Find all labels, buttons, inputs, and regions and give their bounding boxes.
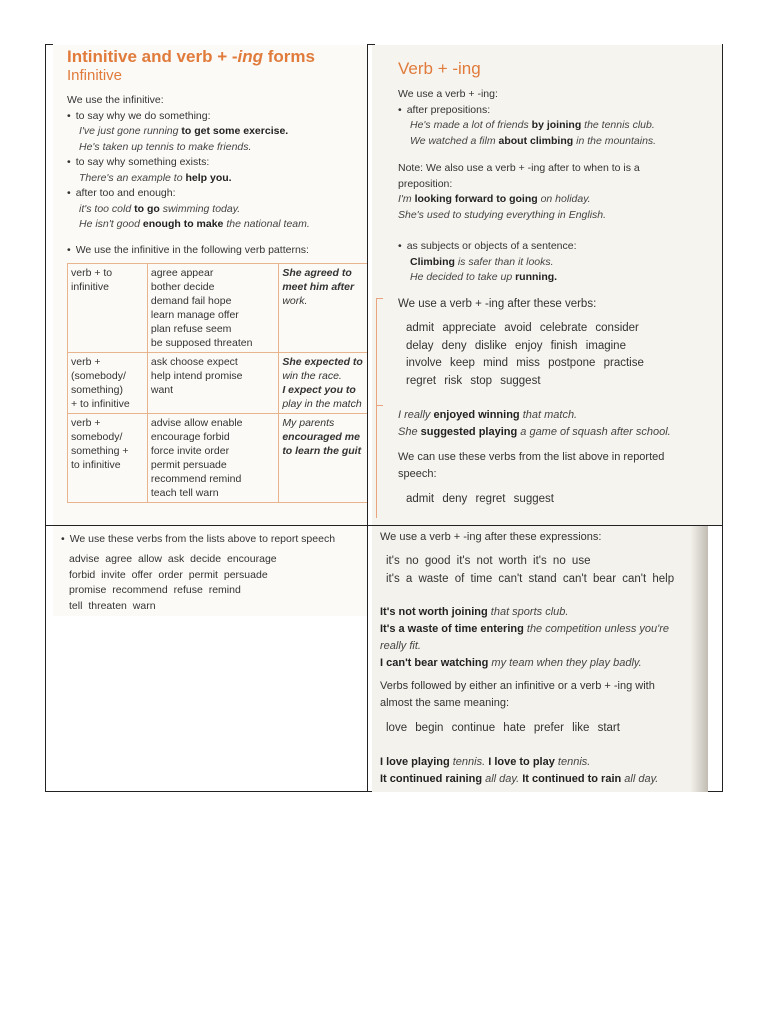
example-line: She suggested playing a game of squash after school. — [398, 426, 671, 438]
note-text: Note: We also use a verb + -ing after to when to is a — [398, 162, 640, 174]
either-form-block — [380, 678, 655, 712]
intro-text: We use a verb + -ing: — [398, 88, 498, 100]
verb-ing-rules — [398, 87, 656, 149]
example-line: I've just gone running to get some exercise. — [79, 125, 289, 137]
either-verb-list: love begin continue hate prefer like start — [386, 722, 620, 734]
example-line: I'm looking forward to going on holiday. — [398, 193, 591, 205]
table-row — [68, 353, 368, 414]
reported-speech-block — [398, 449, 664, 483]
rule-bullet: • after prepositions: — [398, 103, 656, 119]
table-row — [68, 264, 368, 353]
example-line: I really enjoyed winning that match. — [398, 409, 578, 421]
pattern-cell: verb + somebody/ something + to infinitive — [68, 414, 148, 503]
either-examples — [380, 754, 658, 788]
example-line: I love playing tennis. I love to play tennis. — [380, 756, 591, 768]
example-line: it's too cold to go swimming today. — [79, 202, 241, 215]
example-line: She's used to studying everything in English. — [398, 208, 607, 221]
ing-examples — [398, 407, 671, 441]
example-line: We watched a film about climbing in the mountains. — [410, 134, 657, 147]
expression-examples — [380, 604, 669, 672]
pattern-cell: verb + to infinitive — [68, 264, 148, 353]
example-line: really fit. — [380, 640, 421, 652]
infinitive-rules — [67, 93, 310, 233]
frame-corner-left — [45, 44, 53, 45]
section-bracket — [376, 298, 383, 518]
example-line: He's taken up tennis to make friends. — [79, 140, 252, 153]
rule-bullet: • to say why we do something: — [67, 109, 310, 125]
pattern-cell: verb + (somebody/ something) + to infinitive — [68, 353, 148, 414]
reported-ing-verb-list: admit deny regret suggest — [406, 493, 554, 505]
section-heading-infinitive: Infinitive — [67, 67, 123, 84]
panel-reported-speech-verbs — [53, 526, 367, 616]
example-line: It continued raining all day. It continued to rain all day. — [380, 773, 659, 785]
verb-patterns-heading: • We use the infinitive in the following verb patterns: — [67, 243, 309, 259]
reported-text: We can use these verbs from the list above in reported — [398, 451, 665, 463]
verbs-cell: advise allow enable encourage forbid force invite order permit persuade recommend remind teach tell warn — [147, 414, 278, 503]
either-text: almost the same meaning: — [380, 697, 510, 709]
example-line: I can't bear watching my team when they play badly. — [380, 657, 642, 669]
example-line: It's not worth joining that sports club. — [380, 606, 569, 618]
example-line: There's an example to help you. — [79, 171, 232, 184]
table-row — [68, 414, 368, 503]
bracket-tick — [376, 405, 383, 406]
reported-text: speech: — [398, 468, 437, 480]
reported-speech-heading: • We use these verbs from the lists above to report speech — [61, 532, 335, 548]
note-text: preposition: — [398, 177, 453, 190]
either-text: Verbs followed by either an infinitive or a verb + -ing with — [380, 680, 655, 692]
verb-pattern-table — [67, 263, 367, 503]
example-cell: She agreed to meet him after work. — [279, 264, 367, 353]
intro-text: We use the infinitive: — [67, 94, 164, 106]
page-title: Intinitive and verb + -ing forms — [67, 47, 315, 66]
rule-bullet: • to say why something exists: — [67, 155, 310, 171]
page-shadow — [690, 526, 708, 792]
verbs-cell: agree appear bother decide demand fail hope learn manage offer plan refuse seem be supposed threaten — [147, 264, 278, 353]
subjects-objects-block — [398, 239, 577, 286]
example-line: Climbing is safer than it looks. — [410, 255, 554, 268]
panel-verb-ing — [372, 45, 722, 525]
vertical-divider — [367, 44, 368, 792]
example-line: He's made a lot of friends by joining the tennis club. — [410, 119, 655, 131]
after-verbs-heading: We use a verb + -ing after these verbs: — [398, 298, 597, 310]
ing-verb-list: admit appreciate avoid celebrate consider delay deny dislike enjoy finish imagine involve keep mind miss postpone practise regret risk stop suggest — [406, 322, 644, 387]
note-block — [398, 161, 640, 223]
reported-verb-list: advise agree allow ask decide encourage forbid invite offer order permit persuade promise recommend refuse remind tell threaten warn — [69, 553, 277, 612]
rule-bullet: • after too and enough: — [67, 186, 310, 202]
verbs-cell: ask choose expect help intend promise want — [147, 353, 278, 414]
example-line: He isn't good enough to make the national team. — [79, 218, 310, 230]
panel-ing-expressions — [372, 526, 708, 792]
rule-bullet: • as subjects or objects of a sentence: — [398, 239, 577, 255]
expressions-heading: We use a verb + -ing after these expressions: — [380, 531, 602, 543]
expression-list: it's no good it's not worth it's no use it's a waste of time can't stand can't bear can't help — [386, 555, 675, 585]
example-cell: My parents encouraged me to learn the guit — [279, 414, 367, 503]
example-line: He decided to take up running. — [410, 271, 558, 283]
section-heading-verb-ing: Verb + -ing — [398, 59, 481, 78]
panel-infinitive — [53, 45, 367, 525]
example-line: It's a waste of time entering the competition unless you're — [380, 623, 670, 635]
example-cell: She expected to win the race. I expect you to play in the match — [279, 353, 367, 414]
